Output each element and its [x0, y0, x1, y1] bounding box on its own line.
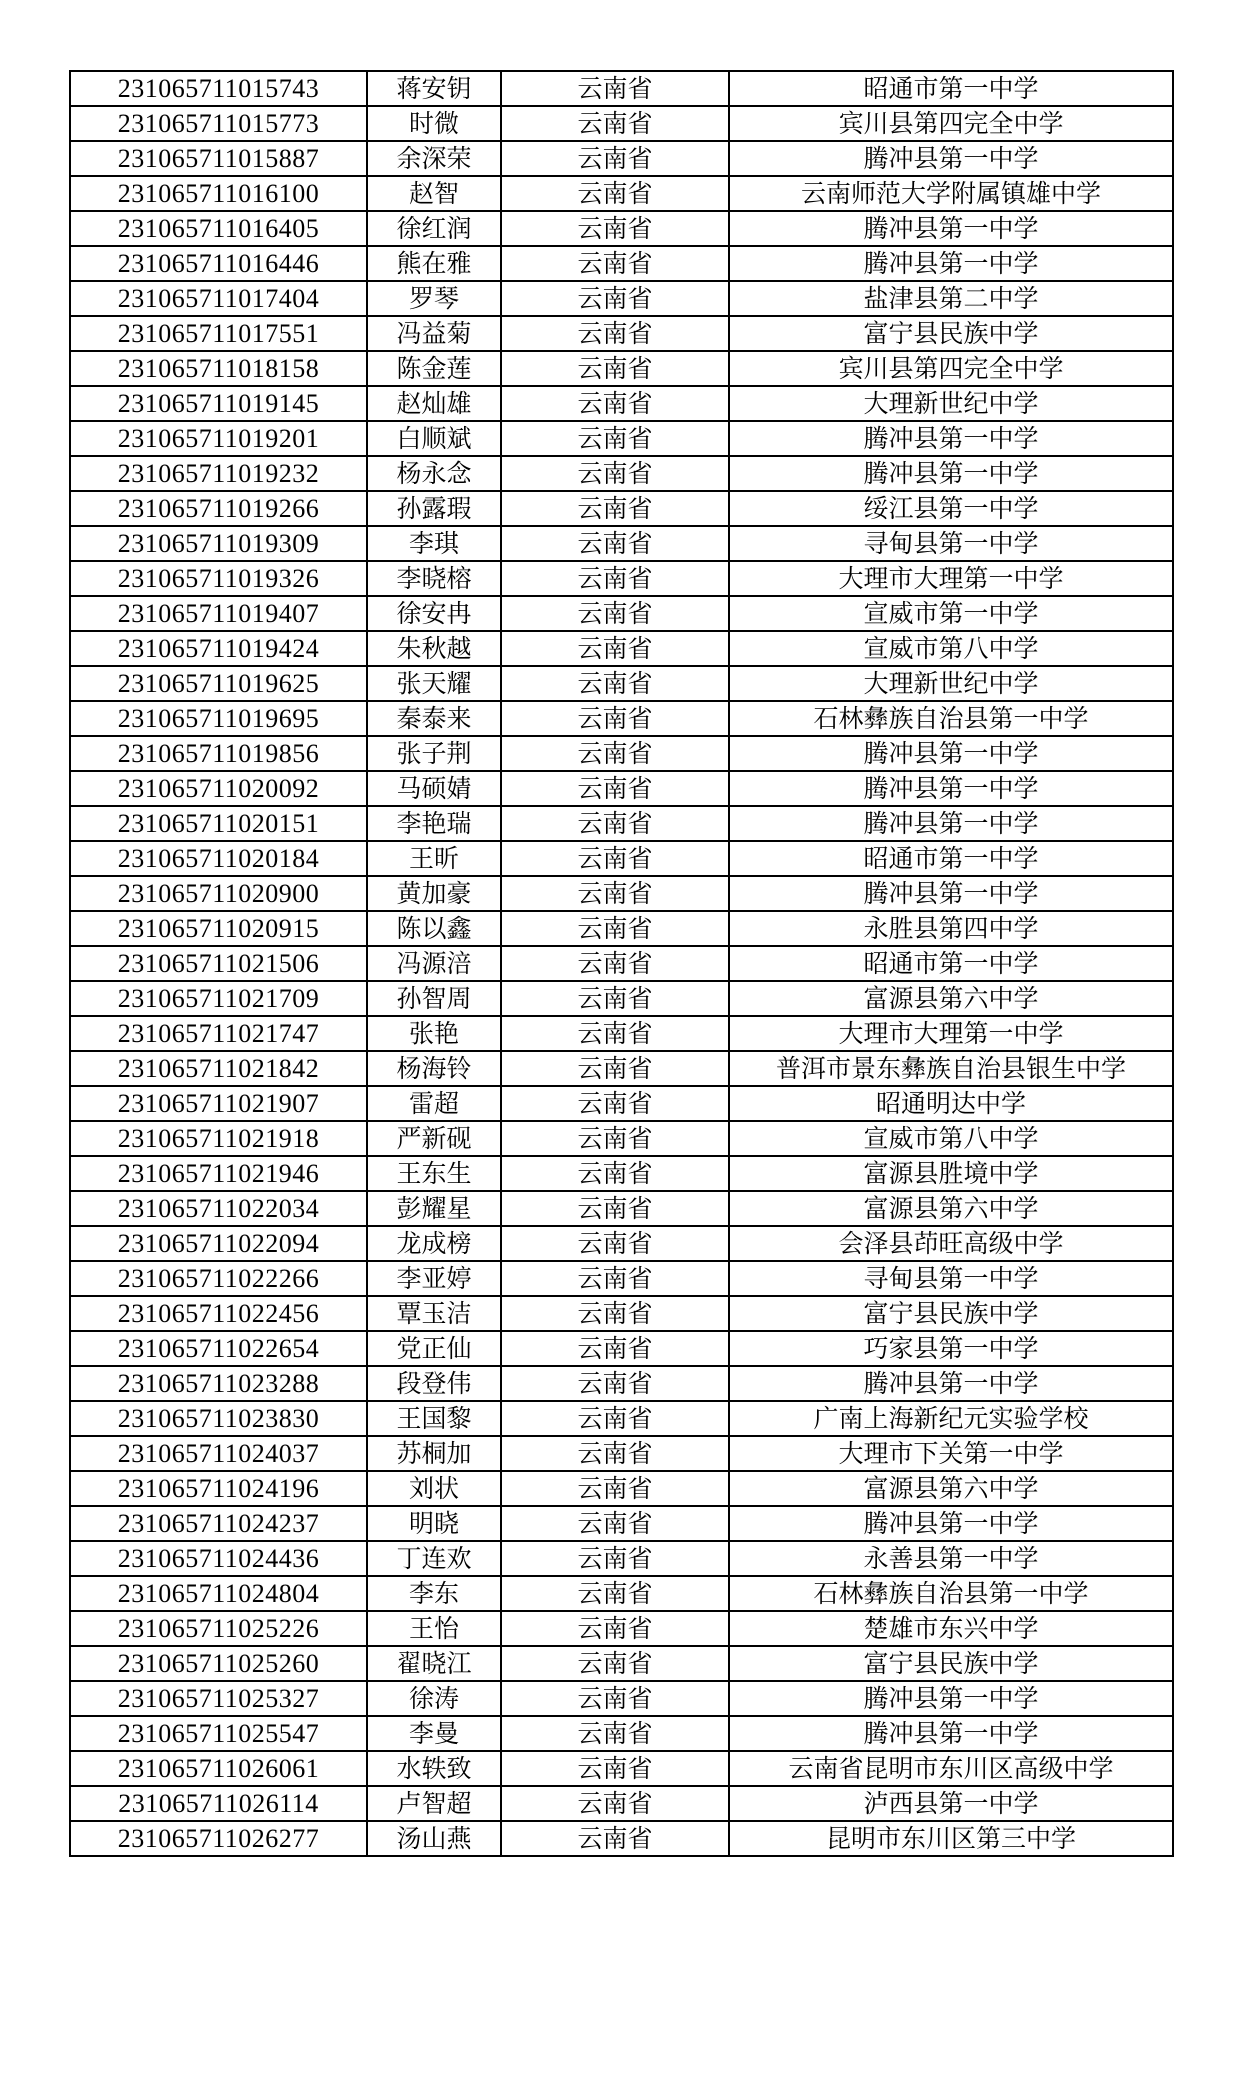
province-cell: 云南省: [501, 561, 729, 596]
table-row: [70, 561, 1173, 596]
table-row: [70, 1646, 1173, 1681]
province-cell: 云南省: [501, 1541, 729, 1576]
candidate-id-cell: 231065711019201: [70, 421, 367, 456]
candidate-id-cell: 231065711024037: [70, 1436, 367, 1471]
candidate-id-cell: 231065711020151: [70, 806, 367, 841]
school-cell: 宾川县第四完全中学: [729, 351, 1173, 386]
province-cell: 云南省: [501, 771, 729, 806]
student-name-cell: 朱秋越: [367, 631, 501, 666]
school-cell: 腾冲县第一中学: [729, 246, 1173, 281]
student-name-cell: 张艳: [367, 1016, 501, 1051]
student-name-cell: 水轶致: [367, 1751, 501, 1786]
table-row: [70, 1611, 1173, 1646]
student-name-cell: 冯益菊: [367, 316, 501, 351]
province-cell: 云南省: [501, 1121, 729, 1156]
student-name-cell: 杨海铃: [367, 1051, 501, 1086]
school-cell: 大理市大理第一中学: [729, 1016, 1173, 1051]
student-name-cell: 徐安冉: [367, 596, 501, 631]
province-cell: 云南省: [501, 316, 729, 351]
student-name-cell: 蒋安钥: [367, 71, 501, 106]
student-name-cell: 段登伟: [367, 1366, 501, 1401]
province-cell: 云南省: [501, 806, 729, 841]
province-cell: 云南省: [501, 1366, 729, 1401]
candidate-id-cell: 231065711021918: [70, 1121, 367, 1156]
student-name-cell: 秦泰来: [367, 701, 501, 736]
candidate-id-cell: 231065711019625: [70, 666, 367, 701]
student-name-cell: 徐涛: [367, 1681, 501, 1716]
school-cell: 昭通明达中学: [729, 1086, 1173, 1121]
province-cell: 云南省: [501, 1611, 729, 1646]
province-cell: 云南省: [501, 701, 729, 736]
school-cell: 宣威市第一中学: [729, 596, 1173, 631]
province-cell: 云南省: [501, 1681, 729, 1716]
school-cell: 昭通市第一中学: [729, 841, 1173, 876]
table-row: [70, 421, 1173, 456]
school-cell: 富源县第六中学: [729, 981, 1173, 1016]
province-cell: 云南省: [501, 176, 729, 211]
table-row: [70, 1471, 1173, 1506]
candidate-id-cell: 231065711024237: [70, 1506, 367, 1541]
candidate-id-cell: 231065711025327: [70, 1681, 367, 1716]
candidate-id-cell: 231065711021907: [70, 1086, 367, 1121]
school-cell: 大理市下关第一中学: [729, 1436, 1173, 1471]
school-cell: 腾冲县第一中学: [729, 876, 1173, 911]
table-row: [70, 701, 1173, 736]
table-row: [70, 1296, 1173, 1331]
student-name-cell: 李琪: [367, 526, 501, 561]
province-cell: 云南省: [501, 1226, 729, 1261]
candidate-id-cell: 231065711022654: [70, 1331, 367, 1366]
province-cell: 云南省: [501, 1821, 729, 1856]
school-cell: 石林彝族自治县第一中学: [729, 1576, 1173, 1611]
candidate-id-cell: 231065711024436: [70, 1541, 367, 1576]
school-cell: 腾冲县第一中学: [729, 1681, 1173, 1716]
school-cell: 巧家县第一中学: [729, 1331, 1173, 1366]
table-row: [70, 281, 1173, 316]
school-cell: 昭通市第一中学: [729, 946, 1173, 981]
school-cell: 腾冲县第一中学: [729, 456, 1173, 491]
table-row: [70, 771, 1173, 806]
student-name-cell: 王怡: [367, 1611, 501, 1646]
candidate-id-cell: 231065711025547: [70, 1716, 367, 1751]
table-row: [70, 666, 1173, 701]
province-cell: 云南省: [501, 876, 729, 911]
table-row: [70, 1156, 1173, 1191]
student-name-cell: 时微: [367, 106, 501, 141]
student-name-cell: 李东: [367, 1576, 501, 1611]
province-cell: 云南省: [501, 106, 729, 141]
student-name-cell: 明晓: [367, 1506, 501, 1541]
table-row: [70, 526, 1173, 561]
student-name-cell: 张天耀: [367, 666, 501, 701]
province-cell: 云南省: [501, 1506, 729, 1541]
school-cell: 宣威市第八中学: [729, 1121, 1173, 1156]
province-cell: 云南省: [501, 526, 729, 561]
candidate-id-cell: 231065711019424: [70, 631, 367, 666]
table-row: [70, 946, 1173, 981]
table-row: [70, 911, 1173, 946]
school-cell: 永善县第一中学: [729, 1541, 1173, 1576]
candidate-id-cell: 231065711019695: [70, 701, 367, 736]
roster-table: [69, 70, 1174, 1857]
candidate-id-cell: 231065711016405: [70, 211, 367, 246]
school-cell: 昭通市第一中学: [729, 71, 1173, 106]
school-cell: 富源县胜境中学: [729, 1156, 1173, 1191]
province-cell: 云南省: [501, 1086, 729, 1121]
school-cell: 富宁县民族中学: [729, 1296, 1173, 1331]
candidate-id-cell: 231065711025260: [70, 1646, 367, 1681]
province-cell: 云南省: [501, 281, 729, 316]
province-cell: 云南省: [501, 736, 729, 771]
table-row: [70, 841, 1173, 876]
table-row: [70, 211, 1173, 246]
province-cell: 云南省: [501, 1156, 729, 1191]
candidate-id-cell: 231065711021747: [70, 1016, 367, 1051]
school-cell: 大理市大理第一中学: [729, 561, 1173, 596]
school-cell: 腾冲县第一中学: [729, 211, 1173, 246]
candidate-id-cell: 231065711022266: [70, 1261, 367, 1296]
student-name-cell: 赵灿雄: [367, 386, 501, 421]
candidate-id-cell: 231065711019232: [70, 456, 367, 491]
candidate-id-cell: 231065711015773: [70, 106, 367, 141]
table-row: [70, 1366, 1173, 1401]
table-row: [70, 1191, 1173, 1226]
province-cell: 云南省: [501, 1331, 729, 1366]
student-name-cell: 李曼: [367, 1716, 501, 1751]
province-cell: 云南省: [501, 1646, 729, 1681]
province-cell: 云南省: [501, 1786, 729, 1821]
school-cell: 永胜县第四中学: [729, 911, 1173, 946]
school-cell: 绥江县第一中学: [729, 491, 1173, 526]
province-cell: 云南省: [501, 141, 729, 176]
student-name-cell: 苏桐加: [367, 1436, 501, 1471]
student-name-cell: 雷超: [367, 1086, 501, 1121]
student-name-cell: 黄加豪: [367, 876, 501, 911]
candidate-id-cell: 231065711015887: [70, 141, 367, 176]
student-name-cell: 徐红润: [367, 211, 501, 246]
candidate-id-cell: 231065711019407: [70, 596, 367, 631]
table-row: [70, 386, 1173, 421]
table-row: [70, 1051, 1173, 1086]
school-cell: 盐津县第二中学: [729, 281, 1173, 316]
candidate-id-cell: 231065711016100: [70, 176, 367, 211]
table-row: [70, 1121, 1173, 1156]
candidate-id-cell: 231065711020915: [70, 911, 367, 946]
candidate-id-cell: 231065711020900: [70, 876, 367, 911]
table-row: [70, 106, 1173, 141]
school-cell: 宣威市第八中学: [729, 631, 1173, 666]
school-cell: 广南上海新纪元实验学校: [729, 1401, 1173, 1436]
table-row: [70, 1401, 1173, 1436]
school-cell: 石林彝族自治县第一中学: [729, 701, 1173, 736]
school-cell: 云南师范大学附属镇雄中学: [729, 176, 1173, 211]
candidate-id-cell: 231065711017404: [70, 281, 367, 316]
province-cell: 云南省: [501, 1401, 729, 1436]
province-cell: 云南省: [501, 911, 729, 946]
student-name-cell: 龙成榜: [367, 1226, 501, 1261]
school-cell: 云南省昆明市东川区高级中学: [729, 1751, 1173, 1786]
table-row: [70, 1436, 1173, 1471]
school-cell: 会泽县茚旺高级中学: [729, 1226, 1173, 1261]
school-cell: 大理新世纪中学: [729, 386, 1173, 421]
student-name-cell: 杨永念: [367, 456, 501, 491]
candidate-id-cell: 231065711019856: [70, 736, 367, 771]
table-row: [70, 1681, 1173, 1716]
table-row: [70, 1086, 1173, 1121]
table-row: [70, 1506, 1173, 1541]
school-cell: 腾冲县第一中学: [729, 736, 1173, 771]
table-row: [70, 806, 1173, 841]
province-cell: 云南省: [501, 491, 729, 526]
candidate-id-cell: 231065711021946: [70, 1156, 367, 1191]
candidate-id-cell: 231065711023830: [70, 1401, 367, 1436]
province-cell: 云南省: [501, 631, 729, 666]
province-cell: 云南省: [501, 1436, 729, 1471]
table-row: [70, 1016, 1173, 1051]
province-cell: 云南省: [501, 1576, 729, 1611]
student-name-cell: 孙露瑕: [367, 491, 501, 526]
student-name-cell: 覃玉洁: [367, 1296, 501, 1331]
student-name-cell: 余深荣: [367, 141, 501, 176]
school-cell: 腾冲县第一中学: [729, 1366, 1173, 1401]
student-name-cell: 翟晓江: [367, 1646, 501, 1681]
table-row: [70, 736, 1173, 771]
student-name-cell: 陈金莲: [367, 351, 501, 386]
candidate-id-cell: 231065711026114: [70, 1786, 367, 1821]
table-row: [70, 1821, 1173, 1856]
candidate-id-cell: 231065711020092: [70, 771, 367, 806]
table-row: [70, 1331, 1173, 1366]
table-row: [70, 1716, 1173, 1751]
candidate-id-cell: 231065711016446: [70, 246, 367, 281]
candidate-id-cell: 231065711018158: [70, 351, 367, 386]
school-cell: 泸西县第一中学: [729, 1786, 1173, 1821]
student-name-cell: 熊在雅: [367, 246, 501, 281]
candidate-id-cell: 231065711025226: [70, 1611, 367, 1646]
table-row: [70, 141, 1173, 176]
candidate-id-cell: 231065711017551: [70, 316, 367, 351]
table-row: [70, 316, 1173, 351]
table-row: [70, 876, 1173, 911]
student-name-cell: 王昕: [367, 841, 501, 876]
school-cell: 富宁县民族中学: [729, 316, 1173, 351]
school-cell: 富宁县民族中学: [729, 1646, 1173, 1681]
school-cell: 腾冲县第一中学: [729, 771, 1173, 806]
student-name-cell: 白顺斌: [367, 421, 501, 456]
province-cell: 云南省: [501, 71, 729, 106]
school-cell: 大理新世纪中学: [729, 666, 1173, 701]
student-name-cell: 刘状: [367, 1471, 501, 1506]
table-row: [70, 491, 1173, 526]
table-row: [70, 1541, 1173, 1576]
table-row: [70, 71, 1173, 106]
candidate-id-cell: 231065711022456: [70, 1296, 367, 1331]
student-name-cell: 王东生: [367, 1156, 501, 1191]
candidate-id-cell: 231065711015743: [70, 71, 367, 106]
school-cell: 腾冲县第一中学: [729, 1506, 1173, 1541]
table-row: [70, 1261, 1173, 1296]
province-cell: 云南省: [501, 981, 729, 1016]
school-cell: 宾川县第四完全中学: [729, 106, 1173, 141]
school-cell: 昆明市东川区第三中学: [729, 1821, 1173, 1856]
province-cell: 云南省: [501, 596, 729, 631]
student-name-cell: 王国黎: [367, 1401, 501, 1436]
province-cell: 云南省: [501, 246, 729, 281]
province-cell: 云南省: [501, 1016, 729, 1051]
student-name-cell: 马硕婧: [367, 771, 501, 806]
student-name-cell: 汤山燕: [367, 1821, 501, 1856]
province-cell: 云南省: [501, 211, 729, 246]
student-name-cell: 陈以鑫: [367, 911, 501, 946]
province-cell: 云南省: [501, 666, 729, 701]
school-cell: 腾冲县第一中学: [729, 806, 1173, 841]
student-name-cell: 孙智周: [367, 981, 501, 1016]
candidate-id-cell: 231065711019145: [70, 386, 367, 421]
table-row: [70, 246, 1173, 281]
province-cell: 云南省: [501, 1261, 729, 1296]
province-cell: 云南省: [501, 351, 729, 386]
table-row: [70, 351, 1173, 386]
table-row: [70, 1751, 1173, 1786]
province-cell: 云南省: [501, 1191, 729, 1226]
student-name-cell: 严新砚: [367, 1121, 501, 1156]
student-name-cell: 赵智: [367, 176, 501, 211]
school-cell: 腾冲县第一中学: [729, 141, 1173, 176]
student-name-cell: 李艳瑞: [367, 806, 501, 841]
province-cell: 云南省: [501, 456, 729, 491]
candidate-id-cell: 231065711026061: [70, 1751, 367, 1786]
student-name-cell: 张子荆: [367, 736, 501, 771]
table-row: [70, 1226, 1173, 1261]
province-cell: 云南省: [501, 1296, 729, 1331]
province-cell: 云南省: [501, 1051, 729, 1086]
table-row: [70, 631, 1173, 666]
candidate-id-cell: 231065711022034: [70, 1191, 367, 1226]
student-name-cell: 彭耀星: [367, 1191, 501, 1226]
table-row: [70, 596, 1173, 631]
school-cell: 楚雄市东兴中学: [729, 1611, 1173, 1646]
roster-body: [70, 71, 1173, 1856]
province-cell: 云南省: [501, 1716, 729, 1751]
candidate-id-cell: 231065711021709: [70, 981, 367, 1016]
table-row: [70, 981, 1173, 1016]
province-cell: 云南省: [501, 421, 729, 456]
candidate-id-cell: 231065711021506: [70, 946, 367, 981]
candidate-id-cell: 231065711024804: [70, 1576, 367, 1611]
school-cell: 寻甸县第一中学: [729, 526, 1173, 561]
student-name-cell: 李晓榕: [367, 561, 501, 596]
student-name-cell: 卢智超: [367, 1786, 501, 1821]
candidate-id-cell: 231065711019309: [70, 526, 367, 561]
candidate-id-cell: 231065711019326: [70, 561, 367, 596]
province-cell: 云南省: [501, 1751, 729, 1786]
student-name-cell: 冯源涪: [367, 946, 501, 981]
province-cell: 云南省: [501, 1471, 729, 1506]
school-cell: 寻甸县第一中学: [729, 1261, 1173, 1296]
candidate-id-cell: 231065711022094: [70, 1226, 367, 1261]
student-name-cell: 李亚婷: [367, 1261, 501, 1296]
school-cell: 普洱市景东彝族自治县银生中学: [729, 1051, 1173, 1086]
school-cell: 腾冲县第一中学: [729, 421, 1173, 456]
candidate-id-cell: 231065711021842: [70, 1051, 367, 1086]
student-name-cell: 罗琴: [367, 281, 501, 316]
school-cell: 富源县第六中学: [729, 1191, 1173, 1226]
table-row: [70, 176, 1173, 211]
candidate-id-cell: 231065711023288: [70, 1366, 367, 1401]
candidate-id-cell: 231065711020184: [70, 841, 367, 876]
province-cell: 云南省: [501, 946, 729, 981]
province-cell: 云南省: [501, 841, 729, 876]
student-name-cell: 党正仙: [367, 1331, 501, 1366]
school-cell: 富源县第六中学: [729, 1471, 1173, 1506]
province-cell: 云南省: [501, 386, 729, 421]
candidate-id-cell: 231065711024196: [70, 1471, 367, 1506]
table-row: [70, 456, 1173, 491]
school-cell: 腾冲县第一中学: [729, 1716, 1173, 1751]
candidate-id-cell: 231065711026277: [70, 1821, 367, 1856]
student-name-cell: 丁连欢: [367, 1541, 501, 1576]
table-row: [70, 1786, 1173, 1821]
table-row: [70, 1576, 1173, 1611]
candidate-id-cell: 231065711019266: [70, 491, 367, 526]
